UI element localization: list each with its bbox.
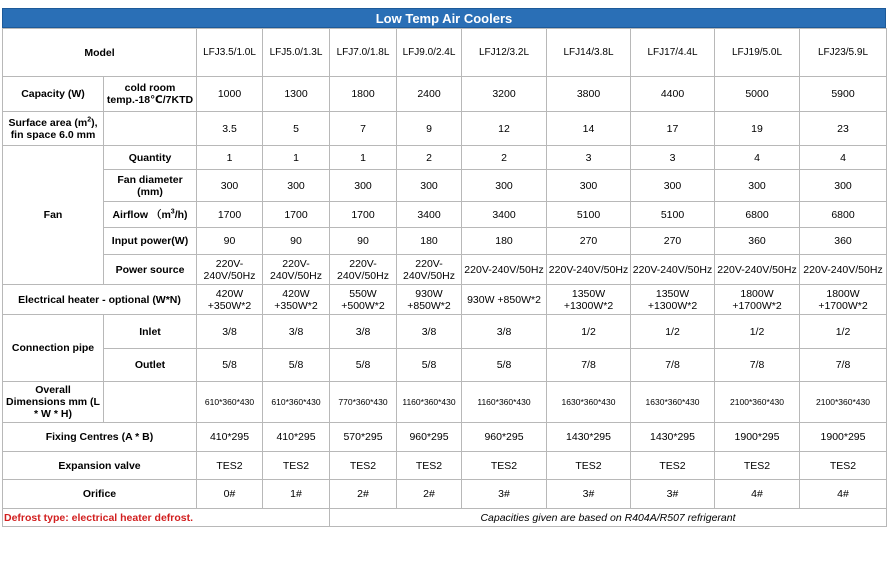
defrost-note: Defrost type: electrical heater defrost. [3, 509, 330, 527]
row-input-power [3, 228, 887, 255]
models-cell: LFJ3.5/1.0L [197, 29, 263, 77]
surface-sub-empty [104, 112, 197, 146]
orifice-cell: 3# [462, 480, 547, 509]
models-cell: LFJ12/3.2L [462, 29, 547, 77]
outlet-label: Outlet [104, 349, 197, 382]
fan-diameter-label: Fan diameter (mm) [104, 170, 197, 202]
row-model [3, 29, 887, 77]
heater-cell: 1800W +1700W*2 [800, 285, 887, 315]
expansion-cell: TES2 [715, 452, 800, 480]
inlet-cell: 3/8 [263, 315, 330, 349]
row-dimensions [3, 382, 887, 423]
power-source-cell: 220V-240V/50Hz [197, 255, 263, 285]
quantity-cell: 1 [330, 146, 397, 170]
capacity-sublabel: cold room temp.-18℃/7KTD [104, 77, 197, 112]
fan-label: Fan [3, 146, 104, 285]
fan-diameter-cell: 300 [547, 170, 631, 202]
surface-cell: 23 [800, 112, 887, 146]
input-power-cell: 360 [715, 228, 800, 255]
outlet-cell: 7/8 [631, 349, 715, 382]
airflow-label: Airflow $(m^3/h)$ [104, 202, 197, 228]
heater-label: Electrical heater - optional (W*N) [3, 285, 197, 315]
power-source-label: Power source [104, 255, 197, 285]
quantity-cell: 4 [800, 146, 887, 170]
capacity-cell: 1300 [263, 77, 330, 112]
row-airflow [3, 202, 887, 228]
heater-cell: 1350W +1300W*2 [547, 285, 631, 315]
expansion-cell: TES2 [263, 452, 330, 480]
dimensions-cell: 1630*360*430 [631, 382, 715, 423]
models-cell: LFJ14/3.8L [547, 29, 631, 77]
row-capacity [3, 77, 887, 112]
models-cell: LFJ9.0/2.4L [397, 29, 462, 77]
airflow-cell: 3400 [462, 202, 547, 228]
fan-diameter-cell: 300 [197, 170, 263, 202]
surface-cell: 3.5 [197, 112, 263, 146]
quantity-cell: 2 [397, 146, 462, 170]
outlet-cell: 5/8 [197, 349, 263, 382]
heater-cell: 420W +350W*2 [263, 285, 330, 315]
inlet-cell: 3/8 [330, 315, 397, 349]
orifice-label: Orifice [3, 480, 197, 509]
outlet-cell: 5/8 [263, 349, 330, 382]
quantity-cell: 1 [197, 146, 263, 170]
capacity-cell: 1800 [330, 77, 397, 112]
models-cell: LFJ5.0/1.3L [263, 29, 330, 77]
fan-diameter-cell: 300 [631, 170, 715, 202]
expansion-cell: TES2 [330, 452, 397, 480]
input-power-cell: 360 [800, 228, 887, 255]
models-cell: LFJ19/5.0L [715, 29, 800, 77]
expansion-label: Expansion valve [3, 452, 197, 480]
fixing-cell: 1430*295 [547, 423, 631, 452]
outlet-cell: 7/8 [715, 349, 800, 382]
row-fan-diameter [3, 170, 887, 202]
airflow-cell: 6800 [715, 202, 800, 228]
power-source-cell: 220V-240V/50Hz [631, 255, 715, 285]
expansion-cell: TES2 [547, 452, 631, 480]
surface-cell: 7 [330, 112, 397, 146]
quantity-cell: 3 [547, 146, 631, 170]
capacity-cell: 3800 [547, 77, 631, 112]
capacity-cell: 1000 [197, 77, 263, 112]
orifice-cell: 4# [715, 480, 800, 509]
spec-table [2, 28, 887, 527]
models-cell: LFJ17/4.4L [631, 29, 715, 77]
row-outlet [3, 349, 887, 382]
input-power-cell: 180 [397, 228, 462, 255]
fan-diameter-cell: 300 [715, 170, 800, 202]
input-power-cell: 90 [330, 228, 397, 255]
orifice-cell: 1# [263, 480, 330, 509]
expansion-cell: TES2 [397, 452, 462, 480]
dimensions-label: Overall Dimensions mm (L * W * H) [3, 382, 104, 423]
inlet-cell: 3/8 [462, 315, 547, 349]
heater-cell: 1800W +1700W*2 [715, 285, 800, 315]
input-power-cell: 270 [547, 228, 631, 255]
fan-diameter-cell: 300 [263, 170, 330, 202]
capacity-cell: 5000 [715, 77, 800, 112]
input-power-cell: 90 [263, 228, 330, 255]
models-cell: LFJ23/5.9L [800, 29, 887, 77]
row-heater [3, 285, 887, 315]
dimensions-cell: 610*360*430 [263, 382, 330, 423]
power-source-cell: 220V-240V/50Hz [715, 255, 800, 285]
orifice-cell: 3# [631, 480, 715, 509]
outlet-cell: 7/8 [800, 349, 887, 382]
airflow-cell: 1700 [263, 202, 330, 228]
quantity-cell: 3 [631, 146, 715, 170]
row-orifice [3, 480, 887, 509]
table-title: Low Temp Air Coolers [2, 8, 886, 28]
heater-cell: 420W +350W*2 [197, 285, 263, 315]
orifice-cell: 4# [800, 480, 887, 509]
row-inlet [3, 315, 887, 349]
row-fixing [3, 423, 887, 452]
expansion-cell: TES2 [800, 452, 887, 480]
row-surface [3, 112, 887, 146]
airflow-cell: 1700 [197, 202, 263, 228]
capacity-cell: 5900 [800, 77, 887, 112]
fan-diameter-cell: 300 [397, 170, 462, 202]
inlet-cell: 1/2 [631, 315, 715, 349]
power-source-cell: 220V-240V/50Hz [263, 255, 330, 285]
surface-cell: 9 [397, 112, 462, 146]
inlet-cell: 3/8 [197, 315, 263, 349]
dimensions-cell: 2100*360*430 [800, 382, 887, 423]
fixing-cell: 1430*295 [631, 423, 715, 452]
airflow-cell: 3400 [397, 202, 462, 228]
fan-diameter-cell: 300 [462, 170, 547, 202]
heater-cell: 930W +850W*2 [397, 285, 462, 315]
row-quantity [3, 146, 887, 170]
surface-cell: 19 [715, 112, 800, 146]
airflow-cell: 6800 [800, 202, 887, 228]
surface-cell: 14 [547, 112, 631, 146]
fixing-cell: 570*295 [330, 423, 397, 452]
power-source-cell: 220V-240V/50Hz [397, 255, 462, 285]
refrigerant-note: Capacities given are based on R404A/R507 refrigerant [330, 509, 887, 527]
airflow-cell: 5100 [547, 202, 631, 228]
dimensions-cell: 610*360*430 [197, 382, 263, 423]
power-source-cell: 220V-240V/50Hz [547, 255, 631, 285]
fixing-cell: 410*295 [197, 423, 263, 452]
orifice-cell: 2# [330, 480, 397, 509]
heater-cell: 1350W +1300W*2 [631, 285, 715, 315]
quantity-cell: 1 [263, 146, 330, 170]
power-source-cell: 220V-240V/50Hz [330, 255, 397, 285]
model-label: Model [3, 29, 197, 77]
surface-label: Surface area $(m^2)$, fin space 6.0 mm [3, 112, 104, 146]
input-power-label: Input power(W) [104, 228, 197, 255]
power-source-cell: 220V-240V/50Hz [800, 255, 887, 285]
row-footer [3, 509, 887, 527]
heater-cell: 930W +850W*2 [462, 285, 547, 315]
dimensions-sub-empty [104, 382, 197, 423]
orifice-cell: 2# [397, 480, 462, 509]
outlet-cell: 5/8 [397, 349, 462, 382]
airflow-cell: 1700 [330, 202, 397, 228]
row-expansion [3, 452, 887, 480]
dimensions-cell: 1160*360*430 [397, 382, 462, 423]
fan-diameter-cell: 300 [330, 170, 397, 202]
capacity-cell: 3200 [462, 77, 547, 112]
fixing-cell: 960*295 [462, 423, 547, 452]
input-power-cell: 180 [462, 228, 547, 255]
quantity-cell: 2 [462, 146, 547, 170]
dimensions-cell: 2100*360*430 [715, 382, 800, 423]
models-cell: LFJ7.0/1.8L [330, 29, 397, 77]
fixing-cell: 1900*295 [715, 423, 800, 452]
dimensions-cell: 770*360*430 [330, 382, 397, 423]
outlet-cell: 5/8 [462, 349, 547, 382]
inlet-cell: 1/2 [800, 315, 887, 349]
fixing-cell: 410*295 [263, 423, 330, 452]
expansion-cell: TES2 [197, 452, 263, 480]
fixing-cell: 1900*295 [800, 423, 887, 452]
quantity-label: Quantity [104, 146, 197, 170]
airflow-cell: 5100 [631, 202, 715, 228]
input-power-cell: 270 [631, 228, 715, 255]
heater-cell: 550W +500W*2 [330, 285, 397, 315]
capacity-cell: 4400 [631, 77, 715, 112]
inlet-label: Inlet [104, 315, 197, 349]
fixing-label: Fixing Centres (A * B) [3, 423, 197, 452]
spec-sheet [2, 8, 886, 527]
outlet-cell: 7/8 [547, 349, 631, 382]
capacity-label: Capacity (W) [3, 77, 104, 112]
input-power-cell: 90 [197, 228, 263, 255]
quantity-cell: 4 [715, 146, 800, 170]
fixing-cell: 960*295 [397, 423, 462, 452]
expansion-cell: TES2 [462, 452, 547, 480]
inlet-cell: 1/2 [547, 315, 631, 349]
surface-cell: 12 [462, 112, 547, 146]
dimensions-cell: 1630*360*430 [547, 382, 631, 423]
dimensions-cell: 1160*360*430 [462, 382, 547, 423]
inlet-cell: 3/8 [397, 315, 462, 349]
orifice-cell: 0# [197, 480, 263, 509]
power-source-cell: 220V-240V/50Hz [462, 255, 547, 285]
capacity-cell: 2400 [397, 77, 462, 112]
row-power-source [3, 255, 887, 285]
connection-pipe-label: Connection pipe [3, 315, 104, 382]
expansion-cell: TES2 [631, 452, 715, 480]
surface-cell: 5 [263, 112, 330, 146]
orifice-cell: 3# [547, 480, 631, 509]
outlet-cell: 5/8 [330, 349, 397, 382]
fan-diameter-cell: 300 [800, 170, 887, 202]
surface-cell: 17 [631, 112, 715, 146]
inlet-cell: 1/2 [715, 315, 800, 349]
